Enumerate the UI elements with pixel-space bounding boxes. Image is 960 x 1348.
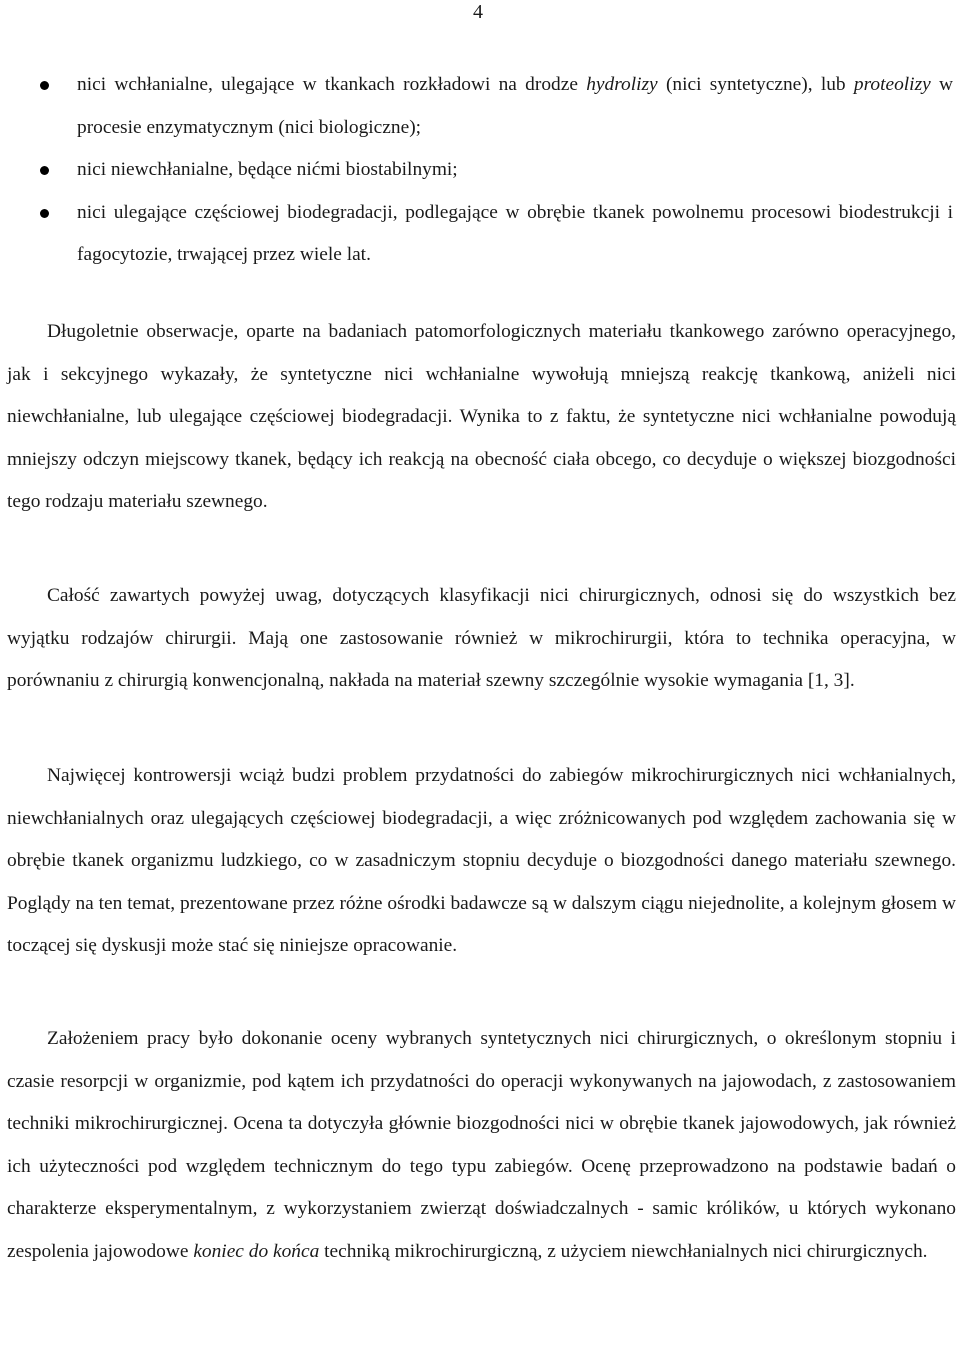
list-item	[0, 192, 960, 277]
list-item-text: w procesie enzymatycznym (nici biologiczne);	[77, 74, 954, 138]
bullet-icon	[40, 209, 49, 218]
list-item-text: (nici syntetyczne), lub	[657, 74, 854, 95]
paragraph-text: techniką mikrochirurgiczną, z użyciem niewchłanialnych nici chirurgicznych.	[319, 1240, 928, 1262]
paragraph-observations: Długoletnie obserwacje, oparte na badaniach patomorfologicznych materiału tkankowego zarówno operacyjnego, jak i sekcyjnego wykazały, że syntetyczne nici wchłanialne wywołują mniejszą reakcję tkankową, aniżeli nici niewchłanialne, lub ulegające częściowej biodegradacji. Wynika to z faktu, że syntetyczne nici wchłanialne powodują mniejszy odczyn miejscowy tkanek, będący ich reakcją na obecność ciała obcego, co decyduje o większej biozgodności tego rodzaju materiału szewnego.	[7, 321, 956, 512]
list-item-text: nici ulegające częściowej biodegradacji, podlegające w obrębie tkanek powolnemu procesowi biodestrukcji i fagocytozie, trwającej przez wiele lat.	[77, 201, 953, 265]
paragraph-text: Założeniem pracy było dokonanie oceny wybranych syntetycznych nici chirurgicznych, o określonym stopniu i czasie resorpcji w organizmie, pod kątem ich przydatności do operacji wykonywanych na jajowodach, z zastosowaniem techniki mikrochirurgicznej. Ocena ta dotyczyła głównie biozgodności nici w obrębie tkanek jajowodowych, jak również ich użyteczności pod względem technicznym do tego typu zabiegów. Ocenę przeprowadzono na podstawie badań o charakterze eksperymentalnym, z wykorzystaniem zwierząt doświadczalnych - samic królików, u których wykonano zespolenia jajowodowe	[7, 1028, 956, 1262]
paragraph-emphasis: koniec do końca	[193, 1240, 320, 1262]
classification-list	[0, 64, 960, 277]
list-item	[0, 149, 960, 192]
paragraph-controversy: Najwięcej kontrowersji wciąż budzi problem przydatności do zabiegów mikrochirurgicznych nici wchłanialnych, niewchłanialnych oraz ulegających częściowej biodegradacji, a więc zróżnicowanych pod względem zachowania się w obrębie tkanek organizmu ludzkiego, co w zasadniczym stopniu decyduje o biozgodności danego materiału szewnego. Poglądy na ten temat, prezentowane przez różne ośrodki badawcze są w dalszym ciągu niejednolite, a kolejnym głosem w toczącej się dyskusji może stać się niniejsze opracowanie.	[7, 765, 956, 956]
bullet-icon	[40, 166, 49, 175]
list-item	[0, 64, 960, 149]
bullet-icon	[40, 81, 49, 90]
paragraph-microsurgery: Całość zawartych powyżej uwag, dotyczących klasyfikacji nici chirurgicznych, odnosi się do wszystkich bez wyjątku rodzajów chirurgii. Mają one zastosowanie również w mikrochirurgii, która to technika operacyjna, w porównaniu z chirurgią konwencjonalną, nakłada na materiał szewny szczególnie wysokie wymagania [1, 3].	[7, 585, 956, 691]
list-item-emphasis: hydrolizy	[586, 74, 658, 95]
paragraph-aim	[7, 1018, 956, 1273]
page-number: 4	[473, 1, 483, 23]
list-item-emphasis: proteolizy	[853, 74, 931, 95]
list-item-text: nici wchłanialne, ulegające w tkankach rozkładowi na drodze	[77, 74, 587, 95]
list-item-text: nici niewchłanialne, będące nićmi biostabilnymi;	[77, 159, 458, 180]
